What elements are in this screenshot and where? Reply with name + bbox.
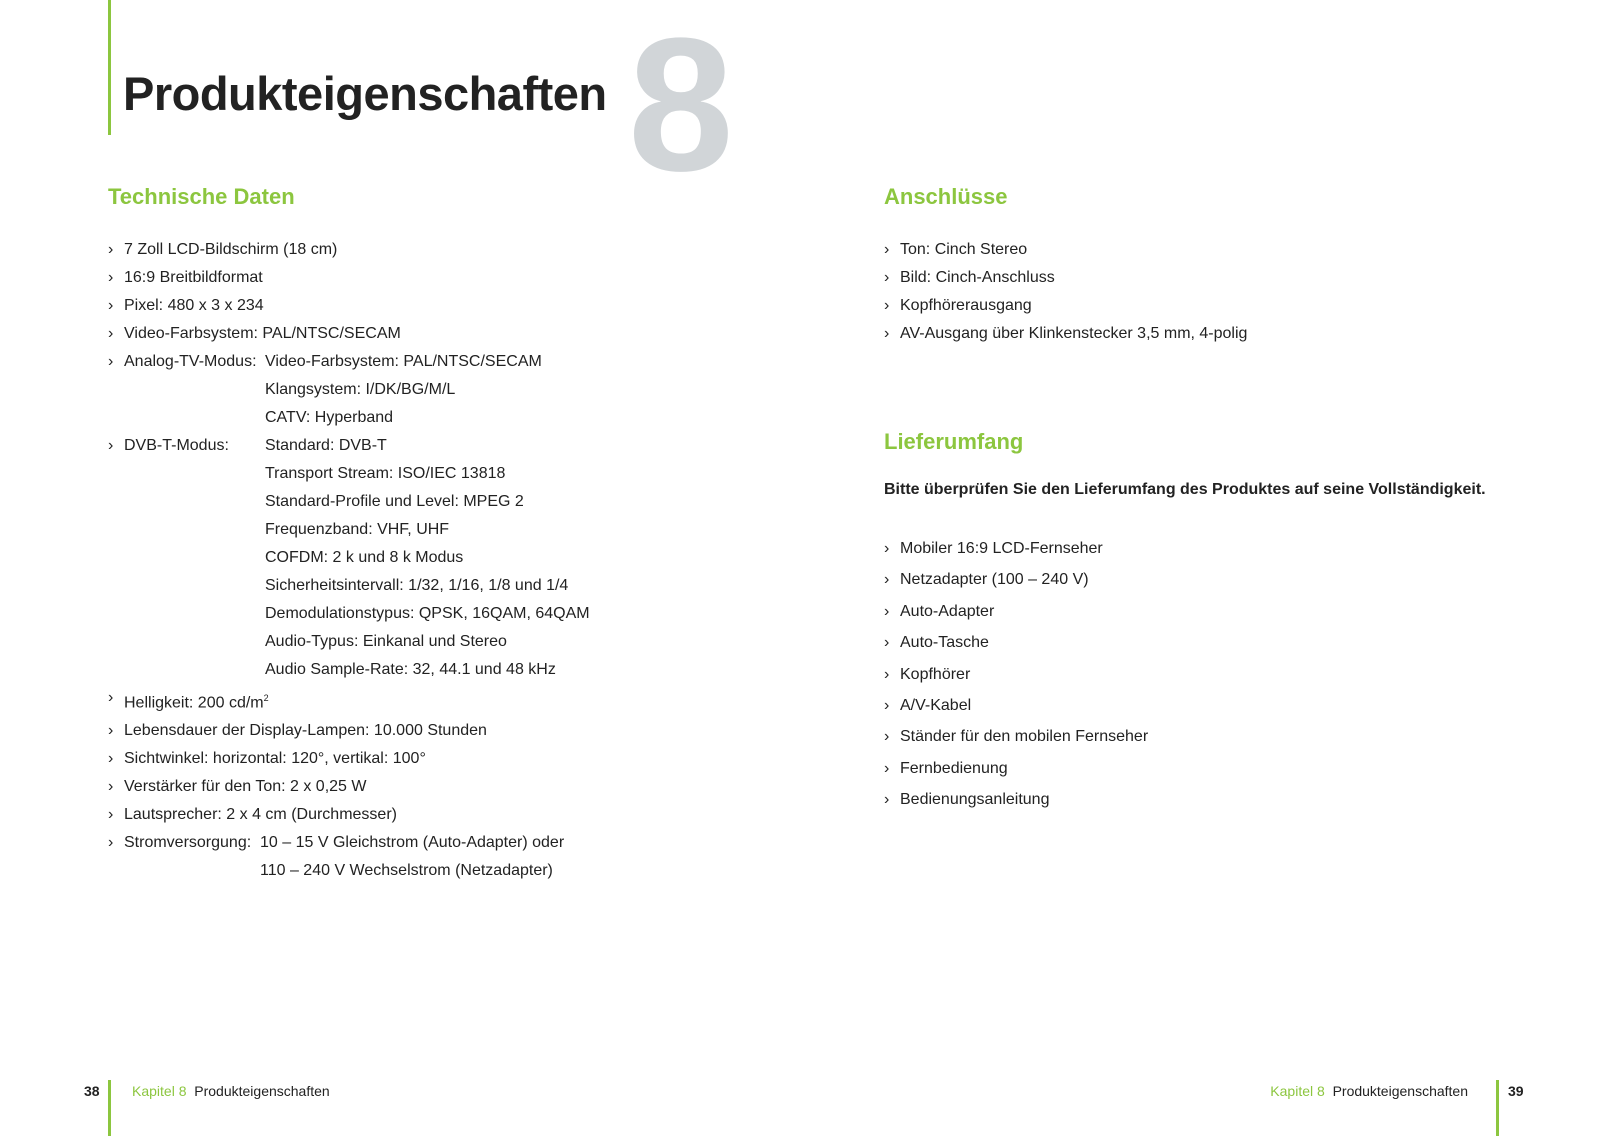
bullet-chevron-icon: ›: [108, 269, 114, 286]
list-item: › 7 Zoll LCD-Bildschirm (18 cm): [108, 236, 808, 264]
list-item: › Kopfhörerausgang: [884, 292, 1534, 320]
bullet-chevron-icon: ›: [884, 269, 890, 286]
dvb-t-value: Standard-Profile und Level: MPEG 2: [265, 493, 524, 510]
bullet-chevron-icon: ›: [108, 722, 114, 740]
bullet-chevron-icon: ›: [108, 297, 114, 314]
bullet-chevron-icon: ›: [108, 241, 114, 258]
chapter-number: 8: [628, 0, 734, 211]
dvb-t-label: DVB-T-Modus:: [124, 437, 229, 454]
dvb-t-value: Frequenzband: VHF, UHF: [265, 521, 450, 538]
technische-daten-heading: Technische Daten: [108, 184, 295, 209]
lieferumfang-intro: Bitte überprüfen Sie den Lieferumfang des Produktes auf seine Vollständigkeit.: [884, 481, 1486, 498]
dvb-t-value: Audio-Typus: Einkanal und Stereo: [265, 633, 507, 650]
footer-chapter-label: Kapitel 8: [132, 1083, 187, 1099]
bullet-chevron-icon: ›: [108, 806, 114, 824]
footer-chapter-title: Produkteigenschaften: [194, 1083, 330, 1099]
bullet-chevron-icon: ›: [884, 665, 890, 683]
page-number-right: 39: [1508, 1083, 1524, 1099]
page-number-left: 38: [84, 1083, 100, 1099]
list-item: › Helligkeit: 200 $cd/m^2$: [108, 684, 808, 717]
footer-left: [84, 1083, 100, 1099]
list-item: › Lebensdauer der Display-Lampen: 10.000 Stunden: [108, 717, 808, 745]
list-item: › Bedienungsanleitung: [884, 784, 1534, 815]
list-item: › Video-Farbsystem: PAL/NTSC/SECAM: [108, 320, 808, 348]
bullet-chevron-icon: ›: [108, 689, 114, 706]
power-label: Stromversorgung:: [124, 834, 252, 852]
analog-tv-value: Klangsystem: I/DK/BG/M/L: [265, 381, 456, 398]
list-item: › Kopfhörer: [884, 659, 1534, 690]
list-item: › Auto-Adapter: [884, 596, 1534, 627]
lieferumfang-list: [884, 533, 1534, 816]
anschluesse-list: [884, 236, 1534, 348]
list-item: › 16:9 Breitbildformat: [108, 264, 808, 292]
bullet-chevron-icon: ›: [108, 778, 114, 796]
bullet-chevron-icon: ›: [108, 353, 114, 370]
list-item: › Bild: Cinch-Anschluss: [884, 264, 1534, 292]
list-item: › Mobiler 16:9 LCD-Fernseher: [884, 533, 1534, 564]
list-item: › Sichtwinkel: horizontal: 120°, vertikal: 100°: [108, 745, 808, 773]
list-item: › Auto-Tasche: [884, 627, 1534, 658]
footer-left-chapter: [132, 1083, 330, 1099]
list-item: › Verstärker für den Ton: 2 x 0,25 W: [108, 773, 808, 801]
bullet-chevron-icon: ›: [884, 728, 890, 746]
list-item: › Lautsprecher: 2 x 4 cm (Durchmesser): [108, 801, 808, 829]
list-item-dvb-t: [108, 432, 808, 684]
dvb-t-value: Audio Sample-Rate: 32, 44.1 und 48 kHz: [265, 661, 556, 678]
analog-tv-value: CATV: Hyperband: [265, 409, 394, 426]
list-item: › Netzadapter (100 – 240 V): [884, 564, 1534, 595]
bullet-chevron-icon: ›: [108, 437, 114, 454]
analog-tv-value: Video-Farbsystem: PAL/NTSC/SECAM: [265, 353, 542, 370]
list-item: › Pixel: 480 x 3 x 234: [108, 292, 808, 320]
dvb-t-value: COFDM: 2 k und 8 k Modus: [265, 549, 464, 566]
list-item: › AV-Ausgang über Klinkenstecker 3,5 mm, 4-polig: [884, 320, 1534, 348]
bullet-chevron-icon: ›: [884, 540, 890, 557]
dvb-t-value: Transport Stream: ISO/IEC 13818: [265, 465, 506, 482]
power-value: 10 – 15 V Gleichstrom (Auto-Adapter) oder: [260, 834, 565, 852]
bullet-chevron-icon: ›: [884, 791, 890, 809]
bullet-chevron-icon: ›: [884, 602, 890, 620]
bullet-chevron-icon: ›: [884, 325, 890, 342]
power-value: 110 – 240 V Wechselstrom (Netzadapter): [260, 862, 553, 880]
superscript: 2: [263, 693, 269, 703]
footer-right: [1508, 1083, 1524, 1099]
footer-right-chapter: [1270, 1083, 1468, 1099]
analog-tv-label: Analog-TV-Modus:: [124, 353, 257, 370]
lieferumfang-heading: Lieferumfang: [884, 429, 1024, 454]
list-item-analog-tv: [108, 348, 808, 432]
bullet-chevron-icon: ›: [884, 297, 890, 314]
bullet-chevron-icon: ›: [884, 634, 890, 652]
footer-chapter-title: Produkteigenschaften: [1332, 1083, 1468, 1099]
list-item: › Fernbedienung: [884, 753, 1534, 784]
bullet-chevron-icon: ›: [884, 759, 890, 777]
list-item-power: [108, 829, 808, 885]
technische-daten-list: [108, 236, 808, 885]
footer-left-accent-bar: [108, 1080, 111, 1136]
list-item: › Ton: Cinch Stereo: [884, 236, 1534, 264]
list-item: › A/V-Kabel: [884, 690, 1534, 721]
bullet-chevron-icon: ›: [884, 697, 890, 715]
dvb-t-value: Demodulationstypus: QPSK, 16QAM, 64QAM: [265, 605, 590, 622]
footer-right-accent-bar: [1496, 1080, 1499, 1136]
dvb-t-value: Standard: DVB-T: [265, 437, 387, 454]
anschluesse-heading: Anschlüsse: [884, 184, 1008, 209]
dvb-t-value: Sicherheitsintervall: 1/32, 1/16, 1/8 und 1/4: [265, 577, 569, 594]
page-title: Produkteigenschaften: [123, 67, 607, 120]
footer-chapter-label: Kapitel 8: [1270, 1083, 1325, 1099]
bullet-chevron-icon: ›: [884, 241, 890, 258]
list-item: › Ständer für den mobilen Fernseher: [884, 721, 1534, 752]
bullet-chevron-icon: ›: [108, 750, 114, 768]
bullet-chevron-icon: ›: [108, 325, 114, 342]
bullet-chevron-icon: ›: [108, 834, 114, 852]
bullet-chevron-icon: ›: [884, 571, 890, 589]
title-accent-bar: [108, 0, 111, 135]
